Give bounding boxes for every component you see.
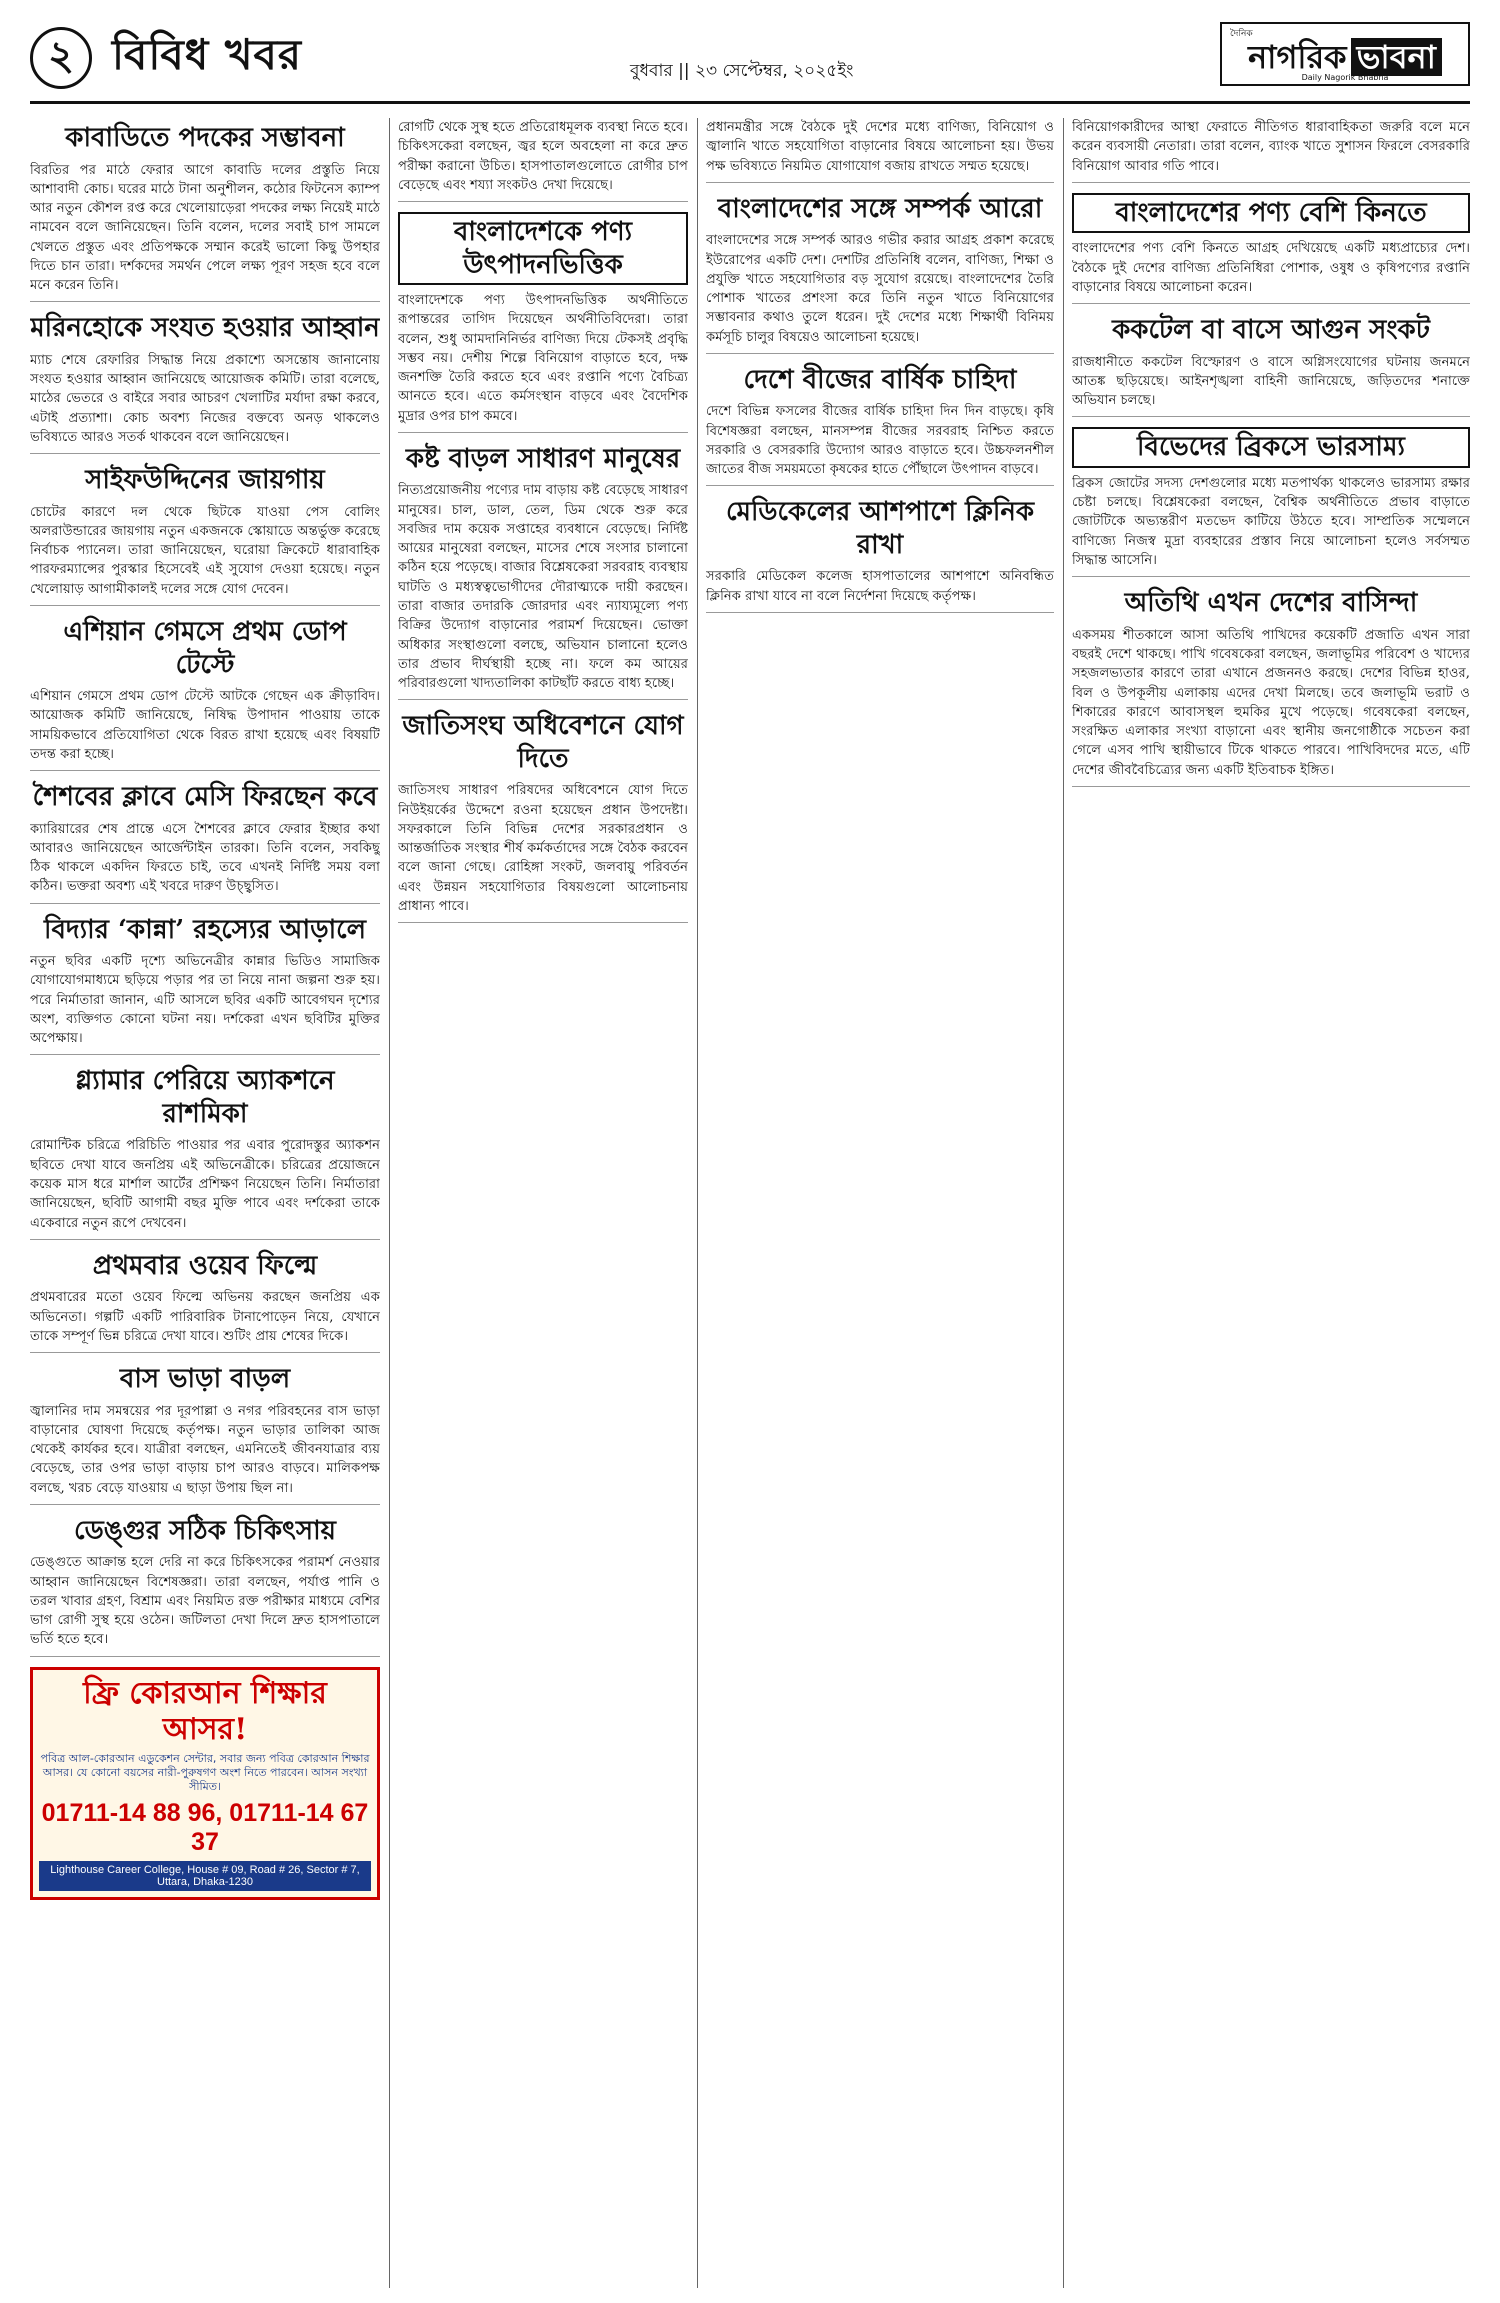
ad-title: ফ্রি কোরআন শিক্ষার আসর! [83, 1675, 327, 1747]
story-headline: মরিনহোকে সংযত হওয়ার আহ্বান [30, 313, 380, 344]
story-headline: কষ্ট বাড়ল সাধারণ মানুষের [405, 443, 681, 474]
story-body: রোগটি থেকে সুস্থ হতে প্রতিরোধমূলক ব্যবস্থা নিতে হবে। চিকিৎসকেরা বলছেন, জ্বর হলে অবহেলা না করে দ্রুত পরীক্ষা করানো উচিত। হাসপাতালগুলোতে রোগীর চাপ বেড়েছে এবং শয্যা সংকটও দেখা দিয়েছে। [398, 120, 688, 193]
news-story-continued [706, 118, 1054, 183]
column-divider [697, 118, 698, 2288]
date-line: বুধবার || ২৩ সেপ্টেম্বর, ২০২৫ইং [630, 61, 854, 81]
logo-word-1: নাগরিক [1248, 38, 1347, 76]
story-headline: সাইফউদ্দিনের জায়গায় [85, 465, 325, 496]
news-story-clinic [706, 496, 1054, 613]
logo-top-label: দৈনিক [1230, 29, 1253, 39]
story-headline: বাংলাদেশের সঙ্গে সম্পর্ক আরো [717, 193, 1043, 224]
ad-body: পবিত্র আল-কোরআন এডুকেশন সেন্টার, সবার জন্য পবিত্র কোরআন শিক্ষার আসর। যে কোনো বয়সের নারী-পুরুষগণ অংশ নিতে পারবেন। আসন সংখ্যা সীমিত। [40, 1751, 370, 1794]
story-headline: ককটেল বা বাসে আগুন সংকট [1112, 315, 1430, 346]
news-story-un-session [398, 710, 688, 923]
story-body: রোমান্টিক চরিত্রে পরিচিতি পাওয়ার পর এবার পুরোদস্তুর অ্যাকশন ছবিতে দেখা যাবে জনপ্রিয় এই অভিনেত্রীকে। চরিত্রের প্রয়োজনে কয়েক মাস ধরে মার্শাল আর্টের প্রশিক্ষণ নিয়েছেন তিনি। নির্মাতারা জানিয়েছেন, ছবিটি আগামী বছর মুক্তি পাবে এবং দর্শকেরা তাকে একেবারে নতুন রূপে দেখবেন। [30, 1138, 380, 1231]
story-headline: প্রথমবার ওয়েব ফিল্মে [92, 1250, 318, 1281]
story-headline: জাতিসংঘ অধিবেশনে যোগ দিতে [402, 711, 684, 774]
column-divider [389, 118, 390, 2288]
column-3 [706, 118, 1054, 2288]
story-headline: মেডিকেলের আশপাশে ক্লিনিক রাখা [725, 497, 1035, 560]
story-body: ব্রিকস জোটের সদস্য দেশগুলোর মধ্যে মতপার্থক্য থাকলেও ভারসাম্য রক্ষার চেষ্টা চলছে। বিশ্লেষকেরা বলছেন, বৈশ্বিক অর্থনীতিতে প্রভাব বাড়াতে জোটটিকে অভ্যন্তরীণ মতভেদ কাটিয়ে উঠতে হবে। সাম্প্রতিক সম্মেলনে বাণিজ্যে নিজস্ব মুদ্রা ব্যবহারের প্রস্তাব নিয়ে আলোচনা হলেও সর্বসম্মত সিদ্ধান্ত আসেনি। [1072, 475, 1470, 568]
story-body: একসময় শীতকালে আসা অতিথি পাখিদের কয়েকটি প্রজাতি এখন সারা বছরই দেশে থাকছে। পাখি গবেষকেরা বলছেন, জলাভূমির পরিবেশ ও খাদ্যের সহজলভ্যতার কারণে তারা এখানে প্রজননও করছে। দেশের বিভিন্ন হাওর, বিল ও উপকূলীয় এলাকায় এদের দেখা মিলছে। তবে জলাভূমি ভরাট ও শিকারের কারণে আবাসস্থল হুমকির মুখে পড়েছে। গবেষকেরা বলছেন, সংরক্ষিত এলাকার সংখ্যা বাড়ানো এবং স্থানীয় জনগোষ্ঠীকে সচেতন করা গেলে এসব পাখি স্থায়ীভাবে টিকে থাকতে পারবে। পাখিবিদদের মতে, এটি দেশের জীববৈচিত্র্যের জন্য একটি ইতিবাচক ইঙ্গিত। [1072, 627, 1470, 778]
column-divider [1063, 118, 1064, 2288]
logo-wordmark [1248, 38, 1442, 76]
story-headline: বাংলাদেশকে পণ্য উৎপাদনভিত্তিক [398, 212, 688, 285]
story-headline: শৈশবের ক্লাবে মেসি ফিরছেন কবে [32, 782, 378, 813]
news-story-rashmika [30, 1065, 380, 1239]
story-headline: বিভেদের ব্রিকসে ভারসাম্য [1072, 427, 1470, 468]
story-body: সরকারি মেডিকেল কলেজ হাসপাতালের আশপাশে অনিবন্ধিত ক্লিনিক রাখা যাবে না বলে নির্দেশনা দিয়েছে কর্তৃপক্ষ। [706, 569, 1054, 604]
story-headline: দেশে বীজের বার্ষিক চাহিদা [743, 364, 1017, 395]
news-story-common-people [398, 443, 688, 700]
column-2 [398, 118, 688, 2288]
news-story-web-film [30, 1250, 380, 1353]
ad-phone-numbers: 01711-14 88 96, 01711-14 67 37 [41, 1798, 369, 1856]
news-story-seed-demand [706, 364, 1054, 487]
news-story-saifuddin [30, 464, 380, 606]
story-body: জাতিসংঘ সাধারণ পরিষদের অধিবেশনে যোগ দিতে নিউইয়র্কের উদ্দেশে রওনা হয়েছেন প্রধান উপদেষ্টা। সফরকালে তিনি বিভিন্ন দেশের সরকারপ্রধান ও আন্তর্জাতিক সংস্থার শীর্ষ কর্মকর্তাদের সঙ্গে বৈঠক করবেন বলে জানা গেছে। রোহিঙ্গা সংকট, জলবায়ু পরিবর্তন এবং উন্নয়ন সহযোগিতার বিষয়গুলো আলোচনায় প্রাধান্য পাবে। [398, 783, 688, 914]
column-4 [1072, 118, 1470, 2288]
page-number: ২ [30, 27, 92, 89]
news-story-continued [1072, 118, 1470, 183]
story-body: বাংলাদেশের সঙ্গে সম্পর্ক আরও গভীর করার আগ্রহ প্রকাশ করেছে ইউরোপের একটি দেশ। দেশটির প্রতিনিধি বলেন, বাণিজ্য, শিক্ষা ও প্রযুক্তি খাতে সহযোগিতার বড় সুযোগ রয়েছে। বাংলাদেশের তৈরি পোশাক খাতের প্রশংসা করে তিনি নতুন খাতে বিনিয়োগের সম্ভাবনার কথাও তুলে ধরেন। দুই দেশের মধ্যে শিক্ষার্থী বিনিময় কর্মসূচি চালুর বিষয়েও আলোচনা হয়েছে। [706, 233, 1054, 345]
news-story-migratory-birds [1072, 587, 1470, 787]
story-headline: গ্ল্যামার পেরিয়ে অ্যাকশনে রাশমিকা [75, 1066, 335, 1129]
news-story-brics [1072, 427, 1470, 577]
column-1 [30, 118, 380, 2288]
story-headline: এশিয়ান গেমসে প্রথম ডোপ টেস্টে [63, 617, 347, 680]
story-body: বাংলাদেশের পণ্য বেশি কিনতে আগ্রহ দেখিয়েছে একটি মধ্যপ্রাচ্যের দেশ। বৈঠকে দুই দেশের বাণিজ্য প্রতিনিধিরা পোশাক, ওষুধ ও কৃষিপণ্যের রপ্তানি বাড়ানোর বিষয়ে আলোচনা করেন। [1072, 241, 1470, 295]
story-headline: বাস ভাড়া বাড়ল [119, 1364, 291, 1395]
story-headline: বাংলাদেশের পণ্য বেশি কিনতে [1072, 193, 1470, 234]
story-body: প্রথমবারের মতো ওয়েব ফিল্মে অভিনয় করছেন জনপ্রিয় এক অভিনেতা। গল্পটি একটি পারিবারিক টানাপোড়েন নিয়ে, যেখানে তাকে সম্পূর্ণ ভিন্ন চরিত্রে দেখা যাবে। শুটিং প্রায় শেষের দিকে। [30, 1290, 380, 1344]
story-body: রাজধানীতে ককটেল বিস্ফোরণ ও বাসে অগ্নিসংযোগের ঘটনায় জনমনে আতঙ্ক ছড়িয়েছে। আইনশৃঙ্খলা বাহিনী জানিয়েছে, জড়িতদের শনাক্তে অভিযান চলছে। [1072, 354, 1470, 409]
news-story-mourinho [30, 312, 380, 454]
logo-subtitle: Daily Nagorik Bhabna [1301, 73, 1389, 82]
news-story-dengue [30, 1515, 380, 1657]
section-title: বিবিধ খবর [112, 30, 303, 79]
story-body: ম্যাচ শেষে রেফারির সিদ্ধান্ত নিয়ে প্রকাশ্যে অসন্তোষ জানানোয় সংযত হওয়ার আহ্বান জানিয়েছে আয়োজক কমিটি। তারা বলেছে, মাঠের ভেতরে ও বাইরে সবার আচরণ খেলাটির মর্যাদা রক্ষা করবে, এটাই প্রত্যাশা। কোচ অবশ্য নিজের বক্তব্যে অনড় থাকলেও ভবিষ্যতে আরও সতর্ক থাকবেন বলে জানিয়েছেন। [30, 352, 380, 445]
news-story-production-economy [398, 212, 688, 433]
story-body: দেশে বিভিন্ন ফসলের বীজের বার্ষিক চাহিদা দিন দিন বাড়ছে। কৃষি বিশেষজ্ঞরা বলছেন, মানসম্পন্ন বীজের সরবরাহ নিশ্চিত করতে সরকারি ও বেসরকারি উদ্যোগ আরও বাড়াতে হবে। উচ্চফলনশীল জাতের বীজ সময়মতো কৃষকের হাতে পৌঁছালে উৎপাদন বাড়বে। [706, 404, 1054, 478]
quran-class-advertisement [30, 1667, 380, 1900]
ad-address: Lighthouse Career College, House # 09, Road # 26, Sector # 7, Uttara, Dhaka-1230 [39, 1861, 371, 1891]
story-body: বিনিয়োগকারীদের আস্থা ফেরাতে নীতিগত ধারাবাহিকতা জরুরি বলে মনে করেন ব্যবসায়ী নেতারা। তারা বলেন, ব্যাংক খাতে সুশাসন ফিরলে বেসরকারি বিনিয়োগ আবার গতি পাবে। [1072, 120, 1470, 174]
story-body: বাংলাদেশকে পণ্য উৎপাদনভিত্তিক অর্থনীতিতে রূপান্তরের তাগিদ দিয়েছেন অর্থনীতিবিদেরা। তারা বলেন, শুধু আমদানিনির্ভর বাণিজ্য দিয়ে টেকসই প্রবৃদ্ধি সম্ভব নয়। দেশীয় শিল্পে বিনিয়োগ বাড়াতে হবে, দক্ষ জনশক্তি তৈরি করতে হবে এবং রপ্তানি পণ্যে বৈচিত্র্য আনতে হবে। এতে কর্মসংস্থান বাড়বে এবং বৈদেশিক মুদ্রার ওপর চাপ কমবে। [398, 293, 688, 424]
news-story-vidya [30, 914, 380, 1056]
story-headline: কাবাডিতে পদকের সম্ভাবনা [65, 123, 345, 153]
masthead [30, 14, 1470, 104]
story-body: ডেঙ্গুতে আক্রান্ত হলে দেরি না করে চিকিৎসকের পরামর্শ নেওয়ার আহ্বান জানিয়েছেন বিশেষজ্ঞরা। তারা বলছেন, পর্যাপ্ত পানি ও তরল খাবার গ্রহণ, বিশ্রাম এবং নিয়মিত রক্ত পরীক্ষার মাধ্যমে বেশির ভাগ রোগী সুস্থ হয়ে ওঠেন। জটিলতা দেখা দিলে দ্রুত হাসপাতালে ভর্তি হতে হবে। [30, 1555, 380, 1648]
story-body: জ্বালানির দাম সমন্বয়ের পর দূরপাল্লা ও নগর পরিবহনের বাস ভাড়া বাড়ানোর ঘোষণা দিয়েছে কর্তৃপক্ষ। নতুন ভাড়ার তালিকা আজ থেকেই কার্যকর হবে। যাত্রীরা বলছেন, এমনিতেই জীবনযাত্রার ব্যয় বেড়েছে, তার ওপর ভাড়া বাড়ায় চাপ আরও বাড়বে। মালিকপক্ষ বলছে, খরচ বেড়ে যাওয়ায় এ ছাড়া উপায় ছিল না। [30, 1403, 380, 1496]
story-body: বিরতির পর মাঠে ফেরার আগে কাবাডি দলের প্রস্তুতি নিয়ে আশাবাদী কোচ। ঘরের মাঠে টানা অনুশীলন, কঠোর ফিটনেস ক্যাম্প আর নতুন কৌশল রপ্ত করে খেলোয়াড়েরা পদকের লক্ষ্য নিয়েই মাঠে নামবেন বলে জানিয়েছেন। তিনি বলেন, দলের সবাই চাপ সামলে খেলতে প্রস্তুত এবং প্রতিপক্ষকে সম্মান করেই ভালো কিছু উপহার দিতে চান তারা। দর্শকদের সমর্থন পেলে লক্ষ্য পূরণ সহজ হবে বলে মনে করেন তিনি। [30, 162, 380, 294]
news-story-bus-fare [30, 1363, 380, 1505]
story-body: নিত্যপ্রয়োজনীয় পণ্যের দাম বাড়ায় কষ্ট বেড়েছে সাধারণ মানুষের। চাল, ডাল, তেল, ডিম থেকে শুরু করে সবজির দাম কয়েক সপ্তাহের ব্যবধানে বেড়েছে। নির্দিষ্ট আয়ের মানুষেরা বলছেন, মাসের শেষে সংসার চালানো কঠিন হয়ে পড়েছে। বাজার বিশ্লেষকেরা সরবরাহ ব্যবস্থায় ঘাটতি ও মধ্যস্বত্বভোগীদের দৌরাত্ম্যকে দায়ী করছেন। তারা বাজার তদারকি জোরদার এবং ন্যায্যমূল্যে পণ্য বিক্রির উদ্যোগ বাড়ানোর পরামর্শ দিয়েছেন। ভোক্তা অধিকার সংস্থাগুলো বলছে, অভিযান চালানো হলেও তার প্রভাব দীর্ঘস্থায়ী হচ্ছে না। ফলে কম আয়ের পরিবারগুলো খাদ্যতালিকা কাটছাঁট করতে বাধ্য হচ্ছে। [398, 483, 688, 692]
news-story-asian-games [30, 616, 380, 771]
story-headline: অতিথি এখন দেশের বাসিন্দা [1124, 588, 1418, 619]
story-body: নতুন ছবির একটি দৃশ্যে অভিনেত্রীর কান্নার ভিডিও সামাজিক যোগাযোগমাধ্যমে ছড়িয়ে পড়ার পর তা নিয়ে নানা জল্পনা শুরু হয়। পরে নির্মাতারা জানান, এটি আসলে ছবির একটি আবেগঘন দৃশ্যের অংশ, ব্যক্তিগত কোনো ঘটনা নয়। দর্শকেরা এখন ছবিটির মুক্তির অপেক্ষায়। [30, 954, 380, 1047]
news-story-buy-products [1072, 193, 1470, 304]
news-story-cocktail [1072, 314, 1470, 417]
news-story-kabaddi [30, 122, 380, 302]
news-story-messi [30, 781, 380, 904]
story-headline: ডেঙ্গুর সঠিক চিকিৎসায় [74, 1515, 336, 1546]
logo-word-2: ভাবনা [1351, 38, 1442, 76]
story-body: ক্যারিয়ারের শেষ প্রান্তে এসে শৈশবের ক্লাবে ফেরার ইচ্ছার কথা আবারও জানিয়েছেন আর্জেন্টাইন তারকা। তিনি বলেন, সবকিছু ঠিক থাকলে একদিন ফিরতে চাই, তবে এখনই নির্দিষ্ট সময় বলা কঠিন। ভক্তরা অবশ্য এই খবরে দারুণ উচ্ছ্বসিত। [30, 821, 380, 895]
story-body: চোটের কারণে দল থেকে ছিটকে যাওয়া পেস বোলিং অলরাউন্ডারের জায়গায় নতুন একজনকে স্কোয়াডে অন্তর্ভুক্ত করেছে নির্বাচক প্যানেল। তারা জানিয়েছেন, ঘরোয়া ক্রিকেটে ধারাবাহিক পারফরম্যান্সের পুরস্কার হিসেবেই এই সুযোগ দেওয়া হয়েছে। নতুন খেলোয়াড় আগামীকালই দলের সঙ্গে যোগ দেবেন। [30, 504, 380, 597]
news-story-bilateral-relations [706, 193, 1054, 354]
story-body: প্রধানমন্ত্রীর সঙ্গে বৈঠকে দুই দেশের মধ্যে বাণিজ্য, বিনিয়োগ ও জ্বালানি খাতে সহযোগিতা বাড়ানোর বিষয়ে আলোচনা হয়। উভয় পক্ষ ভবিষ্যতে নিয়মিত যোগাযোগ বজায় রাখতে সম্মত হয়েছে। [706, 120, 1054, 174]
news-story-continued [398, 118, 688, 202]
story-headline: বিদ্যার ‘কান্না’ রহস্যের আড়ালে [44, 914, 366, 945]
story-body: এশিয়ান গেমসে প্রথম ডোপ টেস্টে আটকে গেছেন এক ক্রীড়াবিদ। আয়োজক কমিটি জানিয়েছে, নিষিদ্ধ উপাদান পাওয়ায় তাকে সাময়িকভাবে প্রতিযোগিতা থেকে বিরত রাখা হয়েছে এবং বিষয়টি তদন্ত করা হচ্ছে। [30, 689, 380, 762]
newspaper-logo [1220, 22, 1470, 86]
